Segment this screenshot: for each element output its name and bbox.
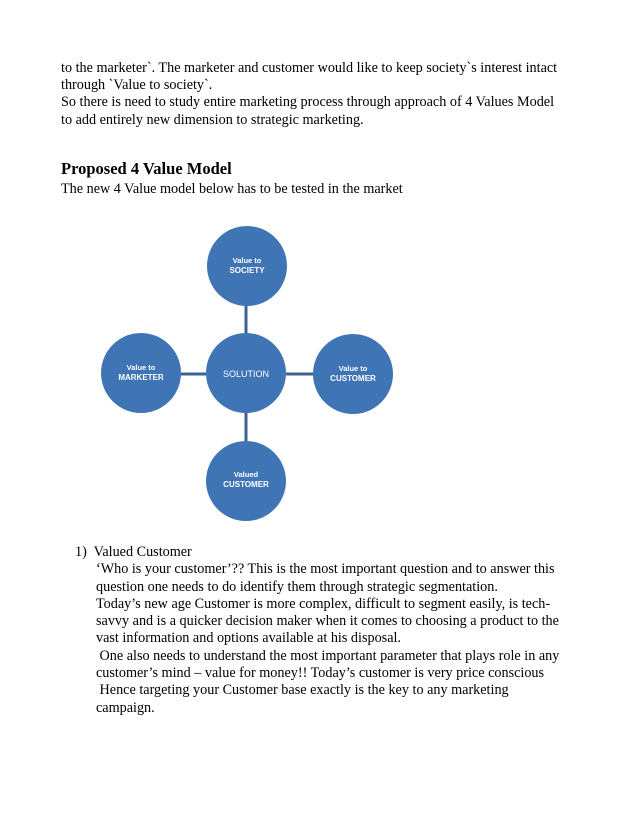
list-item-heading <box>75 544 615 561</box>
numbered-list <box>75 544 615 717</box>
value-model-diagram <box>96 222 396 526</box>
list-item-line: question one needs to do identify them through strategic segmentation. <box>96 578 498 595</box>
intro-line: to add entirely new dimension to strategic marketing. <box>61 111 364 128</box>
node-left-label-2: MARKETER <box>118 373 164 382</box>
list-marker: 1) <box>75 544 87 560</box>
section-heading: Proposed 4 Value Model <box>61 159 232 178</box>
list-item-line: vast information and options available at his disposal. <box>96 630 401 647</box>
node-right-label-2: CUSTOMER <box>330 374 376 383</box>
intro-line: to the marketer`. The marketer and customer would like to keep society`s interest intact <box>61 60 558 76</box>
list-item-line: Hence targeting your Customer base exactly is the key to any marketing <box>96 682 509 699</box>
list-item-line: savvy and is a quicker decision maker when it comes to choosing a product to the <box>96 613 559 630</box>
node-center-label: SOLUTION <box>222 369 270 379</box>
intro-line: So there is need to study entire marketing process through approach of 4 Values Model <box>61 94 555 111</box>
list-item-line: campaign. <box>96 699 155 716</box>
node-right-label-1: Value to <box>338 364 368 373</box>
intro-line: through `Value to society`. <box>61 77 213 94</box>
list-item-line: One also needs to understand the most important parameter that plays role in any <box>96 647 560 664</box>
node-top-label-1: Value to <box>232 256 262 265</box>
list-item-body <box>96 561 615 717</box>
section-subheading: The new 4 Value model below has to be tested in the market <box>61 181 403 197</box>
list-item-title: Valued Customer <box>93 544 192 560</box>
value-model-svg <box>96 222 396 526</box>
list-item-line: Today’s new age Customer is more complex, difficult to segment easily, is tech- <box>96 595 551 612</box>
intro-paragraph <box>61 60 601 129</box>
list-item-line: customer’s mind – value for money!! Today’s customer is very price conscious <box>96 665 545 682</box>
list-item-line: ‘Who is your customer’?? This is the most important question and to answer this <box>96 561 555 578</box>
node-bottom-label-2: CUSTOMER <box>223 480 269 489</box>
node-top-label-2: SOCIETY <box>229 266 265 275</box>
node-left-label-1: Value to <box>126 363 156 372</box>
node-bottom-label-1: Valued <box>233 470 259 479</box>
